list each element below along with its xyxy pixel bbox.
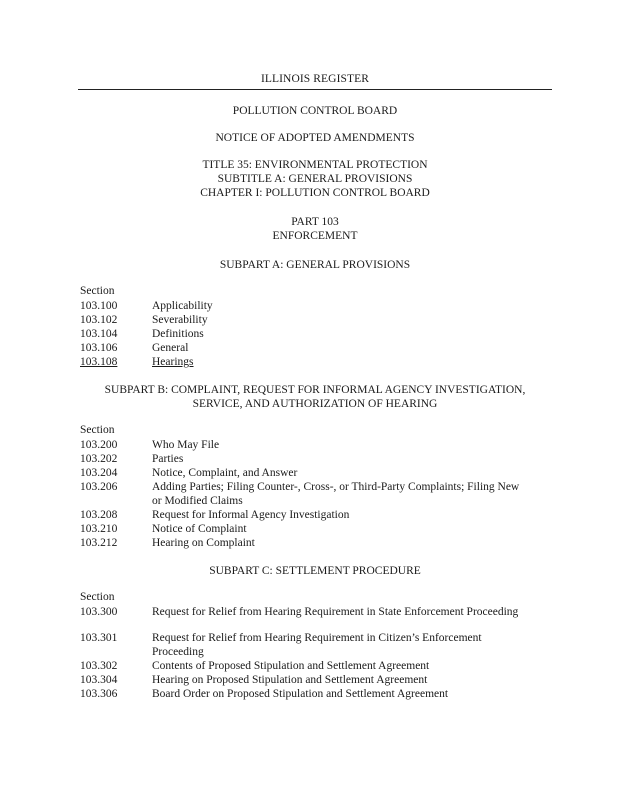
section-title-continuation: or Modified Claims: [152, 495, 243, 507]
part-number: PART 103: [291, 216, 339, 228]
section-title: Hearings: [152, 356, 194, 368]
section-title: Board Order on Proposed Stipulation and Settlement Agreement: [152, 688, 449, 700]
section-label: Section: [80, 591, 115, 603]
title-line-3: CHAPTER I: POLLUTION CONTROL BOARD: [200, 187, 430, 199]
section-label: Section: [80, 424, 115, 436]
section-number: 103.204: [80, 467, 118, 479]
section-title: Notice of Complaint: [152, 523, 247, 535]
section-title: General: [152, 342, 189, 354]
section-number: 103.202: [80, 453, 118, 465]
section-number: 103.208: [80, 509, 118, 521]
section-title: Adding Parties; Filing Counter-, Cross-, or Third-Party Complaints; Filing New: [152, 481, 520, 493]
section-number: 103.304: [80, 674, 118, 686]
part-name: ENFORCEMENT: [272, 230, 358, 242]
section-title: Hearing on Complaint: [152, 537, 255, 549]
section-number: 103.302: [80, 660, 118, 672]
register-header: ILLINOIS REGISTER: [260, 73, 370, 85]
section-number: 103.306: [80, 688, 118, 700]
section-number: 103.206: [80, 481, 118, 493]
section-title: Contents of Proposed Stipulation and Settlement Agreement: [152, 660, 430, 672]
section-title: Request for Informal Agency Investigation: [152, 509, 350, 521]
section-label: Section: [80, 285, 115, 297]
section-title: Severability: [152, 314, 208, 326]
section-number: 103.104: [80, 328, 118, 340]
section-number: 103.106: [80, 342, 118, 354]
title-line-2: SUBTITLE A: GENERAL PROVISIONS: [217, 173, 413, 185]
agency-name: POLLUTION CONTROL BOARD: [232, 105, 398, 117]
title-line-1: TITLE 35: ENVIRONMENTAL PROTECTION: [202, 159, 428, 171]
section-number: 103.301: [80, 632, 118, 644]
header-rule: [78, 89, 552, 90]
section-number: 103.300: [80, 606, 118, 618]
section-title: Parties: [152, 453, 184, 465]
notice-title: NOTICE OF ADOPTED AMENDMENTS: [215, 132, 415, 144]
subpart-a-heading: SUBPART A: GENERAL PROVISIONS: [219, 259, 411, 271]
section-number: 103.212: [80, 537, 118, 549]
section-title: Definitions: [152, 328, 204, 340]
section-number: 103.100: [80, 300, 118, 312]
section-title: Notice, Complaint, and Answer: [152, 467, 298, 479]
section-number: 103.108: [80, 356, 118, 368]
section-title: Applicability: [152, 300, 213, 312]
section-title: Hearing on Proposed Stipulation and Settlement Agreement: [152, 674, 428, 686]
subpart-c-heading: SUBPART C: SETTLEMENT PROCEDURE: [209, 565, 421, 577]
section-title: Who May File: [152, 439, 220, 451]
subpart-b-heading-line-2: SERVICE, AND AUTHORIZATION OF HEARING: [192, 398, 438, 410]
section-title: Request for Relief from Hearing Requirement in State Enforcement Proceeding: [152, 606, 519, 618]
subpart-b-heading-line-1: SUBPART B: COMPLAINT, REQUEST FOR INFORMAL AGENCY INVESTIGATION,: [104, 384, 526, 396]
section-title: Request for Relief from Hearing Requirement in Citizen’s Enforcement: [152, 632, 482, 644]
section-number: 103.102: [80, 314, 118, 326]
section-number: 103.210: [80, 523, 118, 535]
section-number: 103.200: [80, 439, 118, 451]
section-title-continuation: Proceeding: [152, 646, 204, 658]
